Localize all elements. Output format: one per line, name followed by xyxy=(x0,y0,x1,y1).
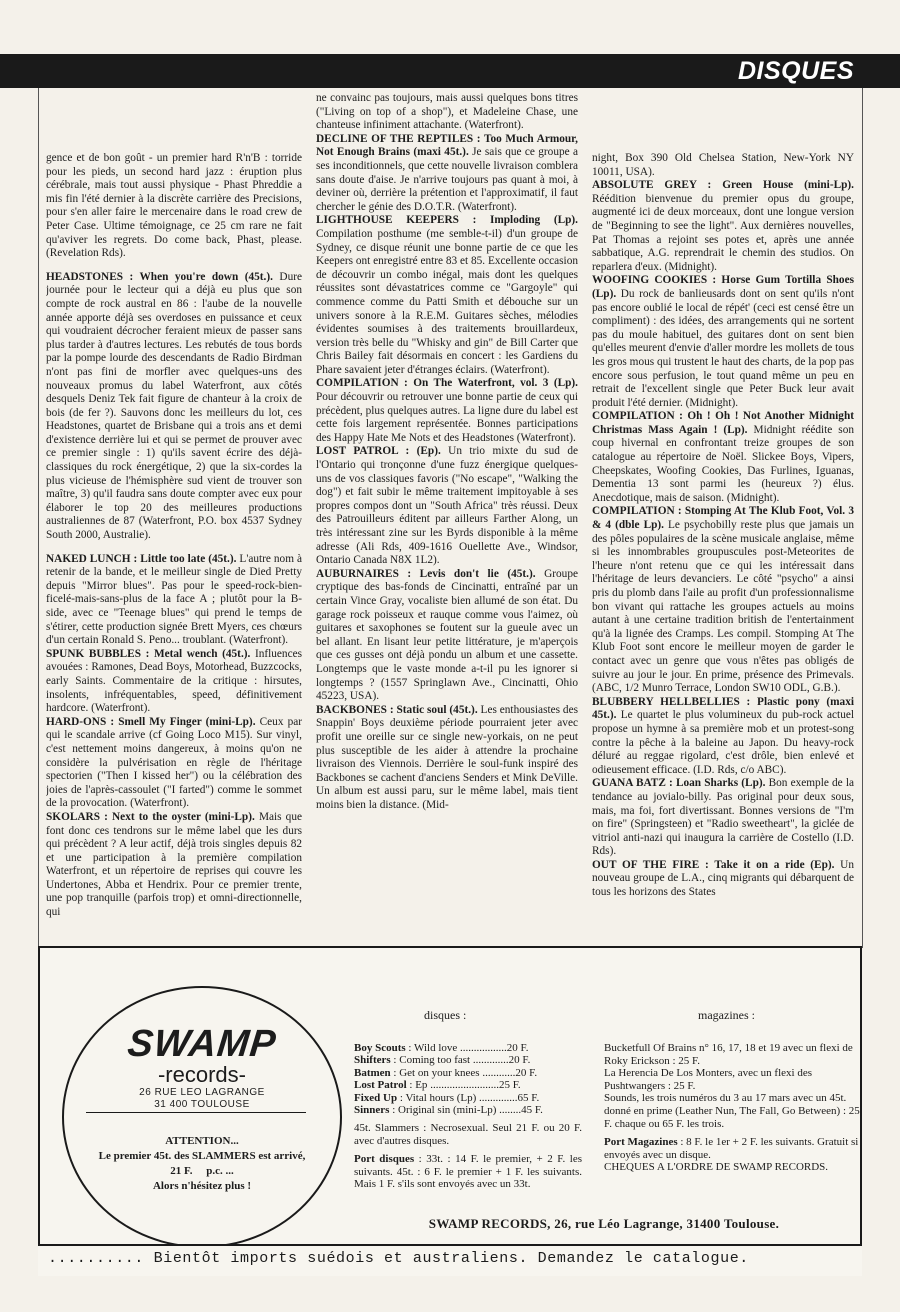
logo-subtitle: -records- xyxy=(157,1062,246,1087)
review-entry xyxy=(592,410,854,505)
disque-dots: ............ xyxy=(479,1066,516,1079)
review-heading: HARD-ONS : Smell My Finger (mini-Lp). xyxy=(46,715,256,728)
disques-price-list xyxy=(354,1042,582,1190)
swamp-address: SWAMP RECORDS, 26, rue Léo Lagrange, 31400 Toulouse. xyxy=(428,1216,780,1231)
disques-postage-label: Port disques xyxy=(354,1153,415,1166)
review-text: Dure journée pour le lecteur qui a déjà eu plus que son compte de rock austral en 86 : l'aube de la nouvelle année apporte déjà ses overdoses en puissance et ceux qui voudraient décrocher feraient mieux de passer sans plus tarder à d'autres lectures. Les rebutés de tous bords par la pompe lourde des descendants de Radio Birdman n'ont pas fini de morfler avec quelques-uns des nouveaux promus du label Waterfront, aux côtés desquels Deniz Tek fait figure de chanteur à la croix de bois (de fer ?). Sauvons donc les meilleurs du lot, ces Headstones, quartet de Brisbane qui a trois ans et demi d'existence derrière lui et qui se permet de prouver avec ce premier single : 1) qu'ils savent écrire des déjà-classiques du rock énergétique, 2) que la six-cordes la plus vicieuse de l'hémisphère sud vient de trouver son maître, 3) qu'il faudra sans doute compter avec eux pour élaborer le top 20 des meilleures productions australiennes de 87 (Waterfront, P.O. box 4537 Sydney South 2000, Australie). xyxy=(46,270,302,542)
magazines-heading: magazines : xyxy=(698,1008,755,1022)
review-entry xyxy=(316,133,578,215)
magazine-item: Sounds, les trois numéros du 3 au 17 mars avec un 45t. donné en prime (Leather Nun, The Fall, Go Between) : 25 F. chaque ou 65 F. les trois. xyxy=(604,1092,860,1130)
magazine-item: Bucketfull Of Brains n° 16, 17, 18 et 19 avec un flexi de Roky Erickson : 25 F. xyxy=(604,1042,853,1067)
review-entry xyxy=(316,568,578,704)
review-text: Je sais que ce groupe a ses inconditionnels, que cette nouvelle livraison comblera sans doute d'aise. Je n'arrive toujours pas quant à moi, à deviner où, derrière la prétention et l'approximatif, il faut chercher le génie des D.O.T.R. (Waterfront). xyxy=(316,146,578,213)
section-title: DISQUES xyxy=(737,57,854,85)
review-heading: WOOFING COOKIES : Horse Gum Tortilla Shoes (Lp). xyxy=(592,274,854,300)
review-text: Le psychobilly reste plus que jamais un des pôles populaires de la scène musicale anglaise, même si les innombrables groupuscules post-Meteorites de l'heure n'ont retenu que ce qui les intéressait dans l'héritage de leurs devanciers. Le côté "psycho" a ainsi pris du plomb dans l'aile au profit d'un professionnalisme bon vivant qui rattache les groupes actuels au moins autant à une certaine tradition british de l'entertainment qu'à la lignée des Cramps. Les compil. Stomping At The Klub Foot sont encore le meilleur moyen de garder le contact avec un genre que vous n'êtes pas obligés de suivre au jour le jour. En prime, présence des Primevals. (ABC, 1/2 Munro Terrace, London SW10 ODL, G.B.). xyxy=(592,519,854,695)
review-entry xyxy=(592,152,854,179)
review-text: Le quartet le plus volumineux du pub-rock actuel propose un hymne à sa première mob et un protest-song contre la pêche à la baleine au Japon. Du heavy-rock déluré au reggae rigolard, c'est drôle, bien enlevé et odieusement efficace. (I.D. Rds, c/o ABC). xyxy=(592,709,854,776)
review-entry xyxy=(592,859,854,900)
review-text: Réédition bienvenue du premier opus du groupe, augmenté ici de deux morceaux, dont une longue version de "Beginning to see the light". Aux dernières nouvelles, Pat Thomas a rejoint ses potes et, après une année sabbatique, A.G. reprendrait le chemin des studios. On reparlera d'eux. (Midnight). xyxy=(592,192,854,273)
review-heading: LIGHTHOUSE KEEPERS : Imploding (Lp). xyxy=(316,214,578,227)
disque-title: : Get on your knees xyxy=(390,1066,480,1079)
attention-line: Alors n'hésitez plus ! xyxy=(152,1180,252,1192)
review-entry xyxy=(592,179,854,274)
slammers-note: 45t. Slammers : Necrosexual. Seul 21 F. ou 20 F. avec d'autres disques. xyxy=(354,1122,582,1147)
disque-band: Lost Patrol xyxy=(354,1079,407,1092)
magazines-postage-text: : 8 F. le 1er + 2 F. les suivants. Gratuit si envoyés avec un disque. xyxy=(604,1136,859,1161)
review-text: Groupe cryptique des bas-fonds de Cincinatti, entraîné par un certain Vince Gray, vocaliste bien allumé de son état. Du garage rock poisseux et rauque comme vous l'aimez, où guitares et saxophones se foutent sur la gueule avec un bel allant. En lisant leur petite littérature, je m'aperçois que ces gusses ont déjà pondu un album et une cassette. Longtemps que le vaste monde a-t-il pu les ignorer si longtemps ? (1557 Springlawn Ave., Cincinatti, Ohio 45223, USA). xyxy=(316,567,578,703)
review-entry xyxy=(316,445,578,567)
disque-row xyxy=(354,1054,582,1066)
review-heading: BACKBONES : Static soul (45t.). xyxy=(316,703,478,716)
review-text: Un trio mixte du sud de l'Ontario qui tronçonne d'une fuzz énergique quelques-uns de vos classiques favoris ("No escape", "Walking the dog") et fait subir le même traitement impitoyable à ses propres compos dont un "South Africa" très réussi. Deux des Patrouilleurs éditent par ailleurs Farther Along, un très intéressant zine sur les Byrds disponible à la même adresse (Ali Rds, 409-1616 Ouellette Ave., Windsor, Ontario Canada N8X 1L2). xyxy=(316,445,578,567)
review-heading: DECLINE OF THE REPTILES : Too Much Armour, Not Enough Brains (maxi 45t.). xyxy=(316,132,578,159)
review-entry xyxy=(316,92,578,133)
disque-band: Boy Scouts xyxy=(354,1042,406,1054)
review-text: Influences avouées : Ramones, Dead Boys, Motorhead, Buzzcocks, early Saints. Commentaire de la critique : hirsutes, insolents, infréquentables, speed, définitivement hardcore. (Waterfront). xyxy=(46,647,302,715)
review-entry xyxy=(316,214,578,377)
disque-row xyxy=(354,1067,582,1079)
review-entry xyxy=(46,152,302,261)
disque-row xyxy=(354,1092,582,1104)
disque-price: 25 F. xyxy=(498,1079,521,1092)
disque-dots: ................. xyxy=(457,1042,507,1054)
attention-line: 21 F. p.c. ... xyxy=(170,1165,234,1177)
review-text: gence et de bon goût - un premier hard R'n'B : torride pour les pieds, un second hard jazz : éruption plus cérébrale, mais tout aussi physique - Phast Phreddie a mis fin l'été dernier à la discrète carrière des Precisions, pour s'en aller faire le mercenaire dans le road crew de Peter Case. Ultime témoignage, ce 25 cm rare ne fait qu'aviver les regrets. Do come back, Phast, please. (Revelation Rds). xyxy=(46,152,302,260)
review-heading: BLUBBERY HELLBELLIES : Plastic pony (maxi 45t.). xyxy=(592,695,854,722)
disque-band: Shifters xyxy=(354,1054,391,1067)
magazines-postage xyxy=(604,1136,862,1161)
disque-dots: ......................... xyxy=(427,1079,499,1092)
review-heading: COMPILATION : Oh ! Oh ! Not Another Midnight Christmas Mass Again ! (Lp). xyxy=(592,410,854,436)
disque-dots: ........ xyxy=(496,1104,522,1117)
review-text: Ceux par qui le scandale arrive (cf Going Loco M15). Sur vinyl, c'est nettement moins dangereux, à moins qu'on ne considère la pulvérisation en règle de l'héritage spectorien ("Then I kissed her") ou la célébration des joies de l'après-cassoulet ("I farted") comme le sommet de la provocation. (Waterfront). xyxy=(46,715,302,810)
disque-title: : Vital hours (Lp) xyxy=(397,1091,477,1104)
review-heading: COMPILATION : On The Waterfront, vol. 3 (Lp). xyxy=(316,377,578,390)
review-heading: LOST PATROL : (Ep). xyxy=(316,445,441,458)
logo-divider xyxy=(86,1112,306,1113)
attention-notice xyxy=(92,1134,312,1194)
disque-title: : Coming too fast xyxy=(390,1054,471,1067)
disque-price: 20 F. xyxy=(508,1054,531,1067)
review-heading: HEADSTONES : When you're down (45t.). xyxy=(46,270,273,283)
disque-band: Sinners xyxy=(354,1104,390,1117)
disque-title: : Ep xyxy=(406,1079,428,1092)
review-text: Les enthousiastes des Snappin' Boys deuxième période pourraient jeter avec profit une oreille sur ce single new-yorkais, on ne peut plus susceptible de les aider à attendre la prochaine livraison des Viennois. Derrière le soul-funk inspiré des Backbones se cachent d'anciens Senders et Mink DeVille. Un album est aussi paru, sur le même label, mais tient moins bien la distance. (Mid- xyxy=(316,703,578,811)
review-text: Midnight réédite son coup hivernal en confrontant treize groupes de son catalogue au répertoire de Noël. Slickee Boys, Vipers, Cheepskates, Woofing Cookies, Das Furlines, Iguanas, Dementia 13 sont parmi les (heureux ?) élus. Anecdotique, mais de saison. (Midnight). xyxy=(592,423,854,504)
disque-band: Fixed Up xyxy=(354,1091,398,1104)
disque-row xyxy=(354,1104,582,1116)
review-text: Un nouveau groupe de L.A., cinq migrants qui débarquent de tous les horizons des States xyxy=(592,858,854,899)
disque-row xyxy=(354,1079,582,1091)
review-entry xyxy=(46,811,302,920)
review-text: L'autre nom à retenir de la bande, et le meilleur single de Died Pretty depuis "Mirror blues". Pas pour le speed-rock-bien-ficelé-mais-sans-plus de la face A ; plutôt pour la B-side, avec ce "Teenage blues" qui prend le temps de s'étirer, cette production signée Brett Myers, ces chœurs d'un certain Ronald S. Peno... troublant. (Waterfront). xyxy=(46,552,302,647)
review-entry xyxy=(46,716,302,811)
magazines-postage-label: Port Magazines xyxy=(604,1136,678,1149)
review-entry xyxy=(46,648,302,716)
disque-price: 20 F. xyxy=(506,1042,529,1054)
disques-heading: disques : xyxy=(424,1008,467,1022)
review-heading: ABSOLUTE GREY : Green House (mini-Lp). xyxy=(592,179,854,192)
disque-band: Batmen xyxy=(354,1066,391,1079)
review-heading: SPUNK BUBBLES : Metal wench (45t.). xyxy=(46,647,251,660)
review-text: ne convainc pas toujours, mais aussi quelques bons titres ("Living on top of a shop"), et Madeleine Chase, une chanteuse infiniment attachante. (Waterfront). xyxy=(316,92,578,132)
swamp-logo xyxy=(94,1025,310,1111)
disque-title: : Wild love xyxy=(405,1042,458,1054)
review-entry xyxy=(316,704,578,813)
review-entry xyxy=(46,553,302,648)
review-heading: OUT OF THE FIRE : Take it on a ride (Ep). xyxy=(592,858,835,871)
review-column-3 xyxy=(592,152,854,942)
review-text: Compilation posthume (me semble-t-il) d'un groupe de Sydney, ce disque réunit une bonne partie de ce que les Keepers ont enregistré entre 83 et 85. Excellente occasion de découvrir un combo inégal, mais dont les quelques réussites sont dévastatrices comme ce "Gargoyle" qui commence comme du Patti Smith et débouche sur un univers sonore à la R.E.M. Guitares sèches, mélodies évidentes soumises à des traitements brouillardeux, version très belle du "Whisky and gin" de Bill Carter que Chris Bailey fait désormais en concert : les Gardiens du Phare savaient jeter d'étranges éclairs. (Waterfront). xyxy=(316,227,578,376)
review-column-1 xyxy=(46,152,302,942)
left-column-rule xyxy=(38,88,39,948)
bottom-banner-text: .......... Bientôt imports suédois et australiens. Demandez le catalogue. xyxy=(48,1250,749,1267)
review-heading: SKOLARS : Next to the oyster (mini-Lp). xyxy=(46,810,255,823)
review-entry xyxy=(592,274,854,410)
disque-price: 65 F. xyxy=(517,1091,540,1104)
review-heading: COMPILATION : Stomping At The Klub Foot, Vol. 3 & 4 (dble Lp). xyxy=(592,505,854,532)
review-entry xyxy=(46,271,302,543)
disque-row xyxy=(354,1042,582,1054)
review-heading: GUANA BATZ : Loan Sharks (Lp). xyxy=(592,777,766,790)
review-entry xyxy=(592,696,854,778)
review-entry xyxy=(592,777,854,859)
attention-line: ATTENTION... xyxy=(165,1135,239,1147)
logo-address-line-1: 26 RUE LEO LAGRANGE xyxy=(139,1087,265,1098)
review-heading: AUBURNAIRES : Levis don't lie (45t.). xyxy=(316,567,536,580)
review-text: Du rock de banlieusards dont on sent qu'ils n'ont pas encore oublié le local de répét' (ceci est censé être un compliment) : des idées, des arrangements qui ne sortent pas du moule habituel, des guitares dont on sent bien qu'elles meurent d'envie d'aller mordre les mollets de tous les gros mous qui trustent le haut des charts, de la pop pas encore sous perfusion, le tout quand même un peu en retrait de l'excellent single que Peter Buck leur avait produit l'été dernier. (Midnight). xyxy=(592,287,854,409)
magazine-item: La Herencia De Los Monters, avec un flexi des Pushtwangers : 25 F. xyxy=(604,1067,813,1092)
magazines-list xyxy=(604,1042,862,1174)
review-column-2 xyxy=(316,92,578,940)
disque-price: 45 F. xyxy=(521,1104,543,1117)
disques-postage xyxy=(354,1153,582,1190)
review-entry xyxy=(316,377,578,445)
right-column-rule xyxy=(862,88,863,948)
disques-postage-text: : 33t. : 14 F. le premier, + 2 F. les suivants. 45t. : 6 F. le premier + 1 F. les suivants. Mais 1 F. s'ils sont envoyés avec un 33t. xyxy=(354,1153,582,1191)
logo-wordmark: SWAMP xyxy=(125,1023,279,1065)
attention-line: Le premier 45t. des SLAMMERS est arrivé, xyxy=(98,1150,306,1162)
disque-price: 20 F. xyxy=(515,1066,538,1079)
review-text: night, Box 390 Old Chelsea Station, New-York NY 10011, USA). xyxy=(592,152,854,178)
disque-title: : Original sin (mini-Lp) xyxy=(389,1104,497,1117)
logo-address-line-2: 31 400 TOULOUSE xyxy=(154,1099,250,1110)
review-text: Mais que font donc ces tendrons sur le même label que les durs qui précèdent ? A leur actif, déjà trois singles depuis 82 et une participation à la première compilation Waterfront, et un répertoire de reprises qui couvre les Undertones, Abba et Hendrix. Pour ce premier trente, une pop tranquille (parfois trop) et omni-directionnelle, qui xyxy=(46,810,302,919)
review-text: Bon exemple de la tendance au jovialo-billy. Pas original pour deux sous, mais, ma foi, fort divertissant. Bonnes versions de "I'm on fire" (Springsteen) et "Radio sweetheart", la giclée de vitriol anti-nazi qui inaugura la carrière de Costello (I.D. Rds). xyxy=(592,777,854,858)
review-text: Pour découvrir ou retrouver une bonne partie de ceux qui précèdent, plus quelques autres. La ligne dure du label est cette fois largement représentée. Bonnes participations des Happy Hate Me Nots et des Headstones (Waterfront). xyxy=(316,391,578,444)
disque-dots: .............. xyxy=(476,1091,518,1104)
review-heading: NAKED LUNCH : Little too late (45t.). xyxy=(46,552,237,565)
cheques-notice: CHEQUES A L'ORDRE DE SWAMP RECORDS. xyxy=(604,1161,829,1174)
review-entry xyxy=(592,505,854,695)
disque-dots: ............. xyxy=(470,1054,509,1067)
